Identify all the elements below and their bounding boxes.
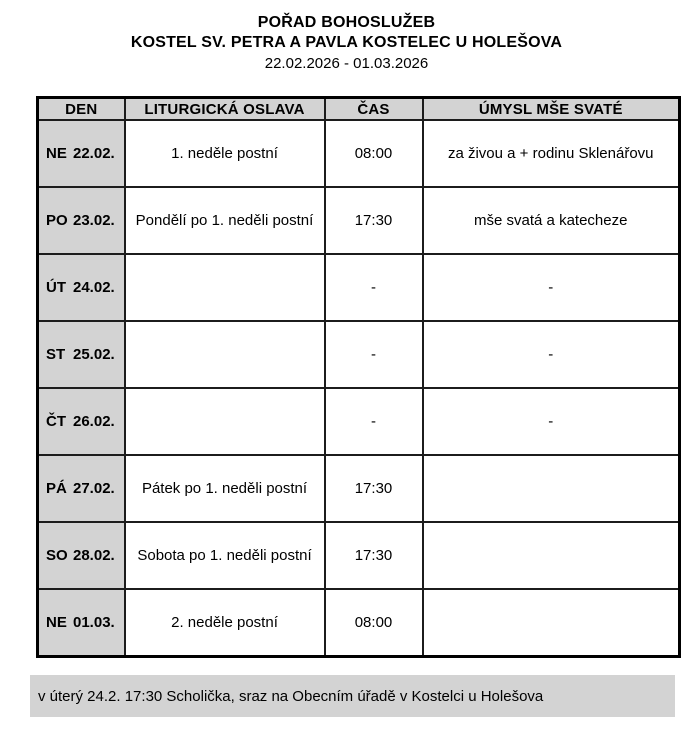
day-abbr: NE [46, 145, 67, 162]
day-date: 25.02. [73, 346, 115, 363]
date-range: 22.02.2026 - 01.03.2026 [264, 55, 429, 72]
table-row [38, 321, 680, 388]
liturgical-cell [125, 254, 325, 321]
header-cas: ČAS [325, 98, 423, 121]
schedule-header [38, 98, 680, 121]
intention-cell: za živou a + rodinu Sklenářovu [423, 120, 680, 187]
day-date: 28.02. [73, 547, 115, 564]
liturgical-cell: Pátek po 1. neděli postní [125, 455, 325, 522]
day-abbr: NE [46, 614, 67, 631]
day-cell [38, 522, 125, 589]
footer-note-text: v úterý 24.2. 17:30 Scholička, sraz na Obecním úřadě v Kostelci u Holešova [38, 687, 544, 705]
table-row [38, 254, 680, 321]
liturgical-cell [125, 321, 325, 388]
header-umysl-mse-svate: ÚMYSL MŠE SVATÉ [423, 98, 680, 121]
schedule-table [36, 96, 681, 658]
time-cell: 08:00 [325, 120, 423, 187]
day-abbr: ÚT [46, 279, 66, 296]
table-row [38, 120, 680, 187]
time-cell: - [325, 388, 423, 455]
liturgical-cell: 2. neděle postní [125, 589, 325, 657]
day-date: 24.02. [73, 279, 115, 296]
intention-cell: - [423, 388, 680, 455]
intention-cell: - [423, 321, 680, 388]
table-row [38, 522, 680, 589]
page-subtitle: KOSTEL SV. PETRA A PAVLA KOSTELEC U HOLEŠOVA [130, 34, 563, 51]
day-date: 22.02. [73, 145, 115, 162]
table-row [38, 388, 680, 455]
intention-cell [423, 589, 680, 657]
title-block [0, 0, 693, 73]
day-abbr: ČT [46, 413, 66, 430]
header-liturgicka-oslava: LITURGICKÁ OSLAVA [125, 98, 325, 121]
time-cell: 17:30 [325, 455, 423, 522]
day-cell [38, 388, 125, 455]
intention-cell [423, 455, 680, 522]
page-title: POŘAD BOHOSLUŽEB [257, 14, 436, 31]
day-date: 27.02. [73, 480, 115, 497]
day-cell [38, 254, 125, 321]
time-cell: 17:30 [325, 522, 423, 589]
liturgical-cell: Sobota po 1. neděli postní [125, 522, 325, 589]
day-cell [38, 321, 125, 388]
day-abbr: SO [46, 547, 68, 564]
day-date: 01.03. [73, 614, 115, 631]
schedule-body [38, 120, 680, 657]
day-date: 26.02. [73, 413, 115, 430]
table-row [38, 455, 680, 522]
day-cell [38, 455, 125, 522]
time-cell: - [325, 254, 423, 321]
day-abbr: ST [46, 346, 66, 363]
liturgical-cell: 1. neděle postní [125, 120, 325, 187]
day-abbr: PÁ [46, 480, 67, 497]
intention-cell: - [423, 254, 680, 321]
day-abbr: PO [46, 212, 68, 229]
liturgical-cell [125, 388, 325, 455]
liturgical-cell: Pondělí po 1. neděli postní [125, 187, 325, 254]
intention-cell [423, 522, 680, 589]
footer-note [30, 675, 675, 717]
day-cell [38, 187, 125, 254]
day-cell [38, 120, 125, 187]
day-date: 23.02. [73, 212, 115, 229]
intention-cell: mše svatá a katecheze [423, 187, 680, 254]
header-row [38, 98, 680, 121]
time-cell: - [325, 321, 423, 388]
header-den: DEN [38, 98, 125, 121]
time-cell: 08:00 [325, 589, 423, 657]
time-cell: 17:30 [325, 187, 423, 254]
day-cell [38, 589, 125, 657]
table-row [38, 187, 680, 254]
table-row [38, 589, 680, 657]
